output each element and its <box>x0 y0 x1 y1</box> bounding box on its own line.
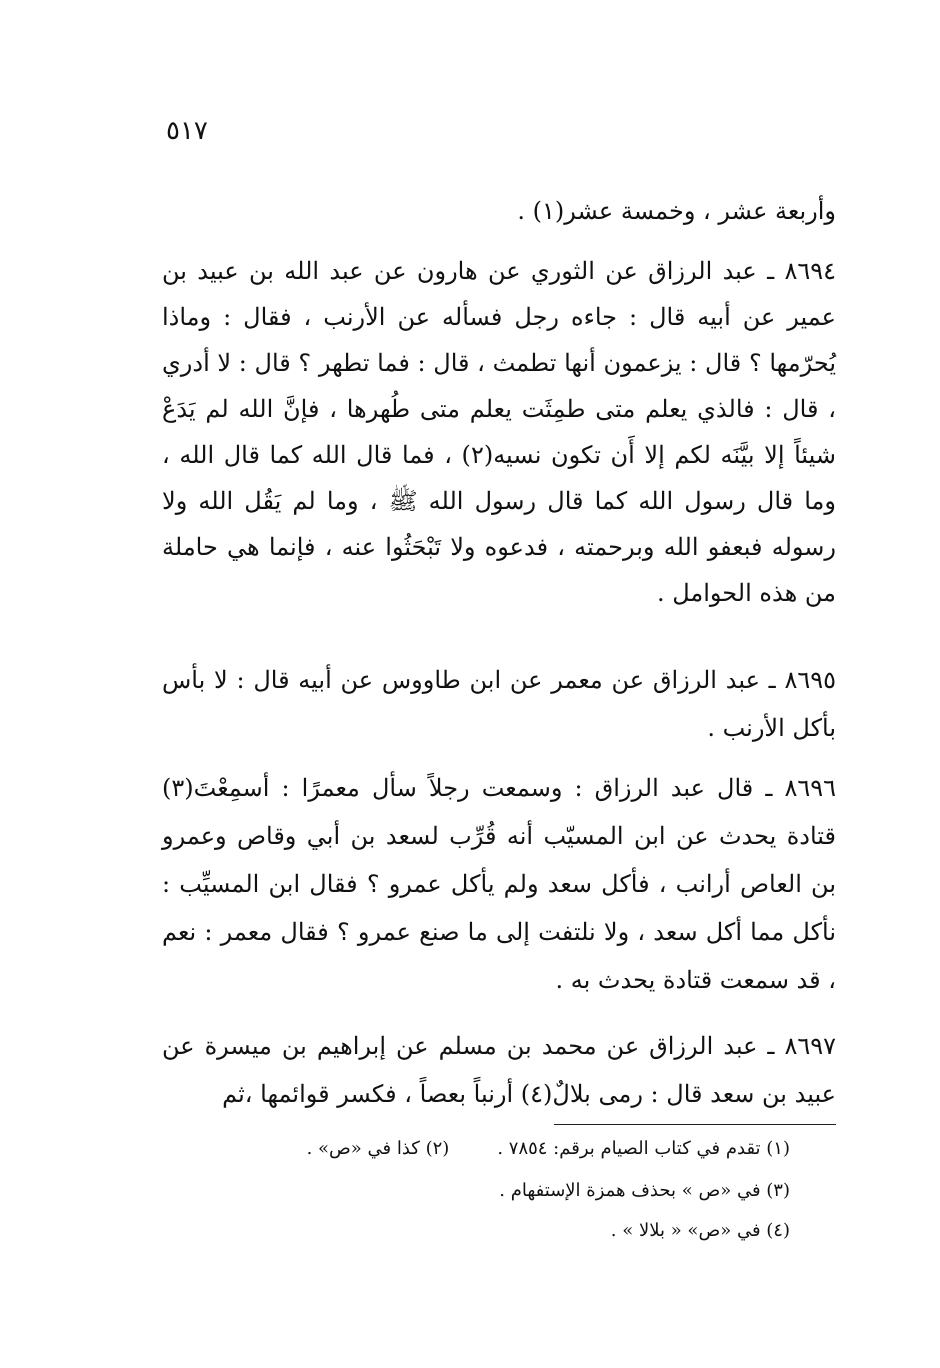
hadith-8694: ٨٦٩٤ ـ عبد الرزاق عن الثوري عن هارون عن عبد الله بن عبيد بن عمير عن أبيه قال : جاءه رجل فسأله عن الأرنب ، فقال : وماذا يُحرّمها ؟ قال : يزعمون أنها تطمث ، قال : فما تطهر ؟ قال : لا أدري ، قال : فالذي يعلم متى طمِثَت يعلم متى طُهرها ، فإنَّ الله لم يَدَعْ شيئاً إلا بيَّنَه لكم إلا أَن تكون نسيه(٢) ، فما قال الله كما قال الله ، وما قال رسول الله كما قال رسول الله ﷺ ، وما لم يَقُل الله ولا رسوله فبعفو الله وبرحمته ، فدعوه ولا تَبْحَثُوا عنه ، فإنما هي حاملة من هذه الحوامل . <box>162 257 836 607</box>
footnote-4: (٤) في «ص» « بلالا » . <box>610 1220 790 1241</box>
hadith-8695: ٨٦٩٥ ـ عبد الرزاق عن معمر عن ابن طاووس عن أبيه قال : لا بأس بأكل الأرنب . <box>162 666 836 742</box>
intro-line: وأربعة عشر ، وخمسة عشر(١) . <box>517 197 836 225</box>
footnote-2: (٢) كذا في «ص» . <box>306 1138 450 1159</box>
hadith-8697: ٨٦٩٧ ـ عبد الرزاق عن محمد بن مسلم عن إبراهيم بن ميسرة عن عبيد بن سعد قال : رمى بلالٌ(٤) أرنباً بعصاً ، فكسر قوائمها ،ثم <box>162 1032 836 1108</box>
footnote-row-1 <box>307 1138 790 1159</box>
footnote-3: (٣) في «ص » بحذف همزة الإستفهام . <box>499 1180 790 1201</box>
footnote-separator <box>554 1124 836 1125</box>
hadith-8696: ٨٦٩٦ ـ قال عبد الرزاق : وسمعت رجلاً سأل معمرًا : أسمِعْتَ(٣) قتادة يحدث عن ابن المسيّب أنه قُرِّب لسعد بن أبي وقاص وعمرو بن العاص أرانب ، فأكل سعد ولم يأكل عمرو ؟ فقال ابن المسيِّب : نأكل مما أكل سعد ، ولا نلتفت إلى ما صنع عمرو ؟ فقال معمر : نعم ، قد سمعت قتادة يحدث به . <box>162 774 836 994</box>
page-number: ٥١٧ <box>166 116 208 146</box>
footnote-1: (١) تقدم في كتاب الصيام برقم: ٧٨٥٤ . <box>497 1138 790 1159</box>
